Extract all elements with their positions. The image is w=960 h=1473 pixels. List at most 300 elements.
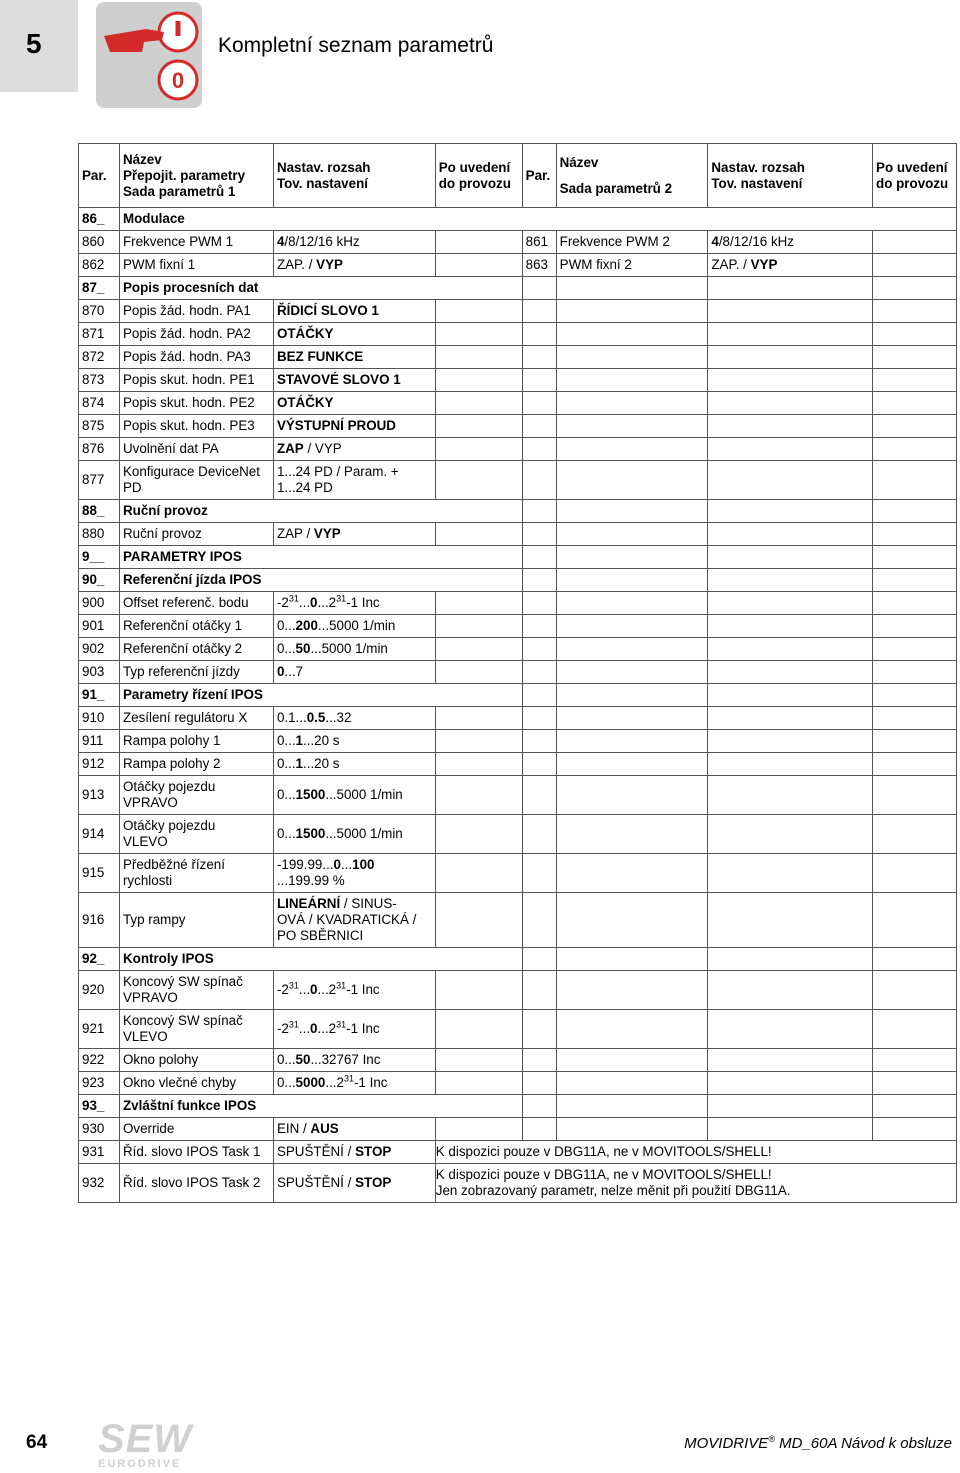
param-name: Popis skut. hodn. PE1 [119,369,273,392]
table-row [79,415,957,438]
group-row [79,569,957,592]
empty-cell [556,971,708,1010]
empty-cell [522,971,556,1010]
table-row [79,707,957,730]
empty-cell [708,369,873,392]
param-default: 0 [310,595,318,610]
exponent: 31 [343,1073,354,1084]
param-default: STOP [355,1144,392,1159]
empty-cell [556,300,708,323]
group-number: 93_ [79,1095,120,1118]
empty-cell [556,546,708,569]
empty-cell [873,1118,957,1141]
exponent: 31 [336,593,347,604]
param-default: ŘÍDICÍ SLOVO 1 [273,300,435,323]
param-range-text: /8/12/16 kHz [284,234,360,249]
empty-cell [522,854,556,893]
param-range [273,815,435,854]
param-range-text: EIN / [276,1121,311,1136]
empty-cell [522,1010,556,1049]
table-row [79,1049,957,1072]
param-default: 100 [352,857,375,872]
chapter-number: 5 [26,28,42,59]
param-number: 921 [79,1010,120,1049]
param-name-line: Otáčky pojezdu [122,779,216,794]
param-commission [435,854,522,893]
param-number: 870 [79,300,120,323]
param-number: 872 [79,346,120,369]
param-name: Popis skut. hodn. PE3 [119,415,273,438]
registered-mark: ® [768,1434,775,1444]
empty-cell [522,730,556,753]
header-name-label: Název [122,151,162,167]
empty-cell [873,615,957,638]
param-commission [435,254,522,277]
empty-cell [556,730,708,753]
param-name [119,776,273,815]
param-range-text: ... [298,1021,311,1036]
param-name: Offset referenč. bodu [119,592,273,615]
param-default: VYP [316,257,343,272]
param-commission [435,893,522,948]
empty-cell [873,730,957,753]
brand-name: SEW [98,1417,193,1461]
empty-cell [522,1072,556,1095]
param-range-text: 0... [276,756,296,771]
param-range [273,523,435,546]
param-range-text: -1 Inc [346,595,380,610]
group-number: 92_ [79,948,120,971]
param-range-line [277,857,432,873]
empty-cell [522,392,556,415]
param-range-text: ...32767 Inc [310,1052,381,1067]
param-name-2: Frekvence PWM 2 [556,231,708,254]
group-number: 91_ [79,684,120,707]
param-commission [435,776,522,815]
param-range-text: 0.1... [276,710,307,725]
empty-cell [873,415,957,438]
param-range-text: 0... [276,826,296,841]
param-range [273,707,435,730]
group-title: Parametry řízení IPOS [119,684,522,707]
empty-cell [522,523,556,546]
param-default: 0.5 [306,710,326,725]
param-commission [435,438,522,461]
table-row [79,615,957,638]
empty-cell [556,893,708,948]
param-default: 0 [333,857,341,872]
param-range-line: 1...24 PD [276,480,333,495]
param-commission [435,815,522,854]
empty-cell [522,369,556,392]
empty-cell [556,415,708,438]
table-row [79,592,957,615]
document-title-rest: MD_60A Návod k obsluze [774,1435,952,1452]
param-commission [435,1010,522,1049]
param-name-line: Koncový SW spínač [122,974,243,989]
param-number: 922 [79,1049,120,1072]
table-row [79,815,957,854]
param-default: VYP [313,526,341,541]
param-commission [435,323,522,346]
empty-cell [873,1072,957,1095]
table-row [79,300,957,323]
param-range-text: 0... [276,618,296,633]
empty-cell [708,1072,873,1095]
param-name-2: PWM fixní 2 [556,254,708,277]
param-name: Konfigurace DeviceNet PD [119,461,273,500]
param-commission [435,592,522,615]
table-header-row [79,144,957,208]
group-title: Ruční provoz [119,500,522,523]
param-range-text: ... [298,595,311,610]
empty-cell [522,438,556,461]
param-name [119,815,273,854]
param-range-text: -2 [276,595,289,610]
header-tov2: Tov. nastavení [711,175,803,191]
page-number: 64 [26,1432,48,1453]
param-commission [435,523,522,546]
param-range [273,1164,435,1203]
param-range-text: -199.99... [276,857,334,872]
header-tov1: Tov. nastavení [276,175,368,191]
group-row [79,684,957,707]
empty-cell [708,592,873,615]
param-commission [435,1118,522,1141]
param-range [273,1141,435,1164]
empty-cell [708,1118,873,1141]
param-number: 911 [79,730,120,753]
empty-cell [556,815,708,854]
param-range-text: ZAP / [276,526,314,541]
empty-cell [708,392,873,415]
param-range-text: SPUŠTĚNÍ / [276,1175,356,1190]
empty-cell [708,461,873,500]
empty-cell [708,753,873,776]
empty-cell [708,1049,873,1072]
param-name [119,1010,273,1049]
param-name: Frekvence PWM 1 [119,231,273,254]
chapter-title: Kompletní seznam parametrů [218,34,494,57]
empty-cell [708,854,873,893]
empty-cell [522,684,556,707]
param-default: 200 [295,618,318,633]
empty-cell [708,523,873,546]
param-default: LINEÁRNÍ [276,896,341,911]
param-name: Popis žád. hodn. PA3 [119,346,273,369]
empty-cell [873,638,957,661]
param-range-line: PO SBĚRNICI [276,928,364,943]
param-name-line: VPRAVO [122,795,178,810]
param-range [273,661,435,684]
param-range-line: OVÁ / KVADRATICKÁ / [276,912,417,927]
header-prepojit: Přepojit. parametry [122,167,246,183]
empty-cell [708,277,873,300]
empty-cell [873,1049,957,1072]
param-range-text: ...5000 1/min [325,787,403,802]
header-par2: Par. [522,144,556,208]
group-row [79,1095,957,1118]
param-range-text: ...2 [317,1021,337,1036]
param-number: 871 [79,323,120,346]
group-number: 87_ [79,277,120,300]
document-title-product: MOVIDRIVE [684,1435,769,1452]
hand-switch-on-off-icon [96,2,202,108]
param-name: Okno vlečné chyby [119,1072,273,1095]
param-range [273,971,435,1010]
param-range-text: ... [340,857,353,872]
empty-cell [556,615,708,638]
param-name-line: Koncový SW spínač [122,1013,243,1028]
param-name-line: rychlosti [122,873,173,888]
param-range-text: -2 [276,982,289,997]
table-row [79,461,957,500]
empty-cell [708,707,873,730]
header-nastav1: Nastav. rozsah [276,159,371,175]
param-range [273,1049,435,1072]
param-number: 910 [79,707,120,730]
param-commission [435,346,522,369]
empty-cell [708,615,873,638]
header-do1: do provozu [438,175,511,191]
param-default: 50 [295,641,311,656]
param-range [273,1072,435,1095]
empty-cell [708,546,873,569]
exponent: 31 [288,593,299,604]
header-name-set1 [119,144,273,208]
empty-cell [873,592,957,615]
param-name: Popis žád. hodn. PA1 [119,300,273,323]
empty-cell [873,684,957,707]
empty-cell [708,971,873,1010]
empty-cell [522,346,556,369]
empty-cell [522,638,556,661]
table-row [79,369,957,392]
table-row [79,1141,957,1164]
table-row [79,971,957,1010]
param-default: STOP [355,1175,392,1190]
empty-cell [556,854,708,893]
empty-cell [873,546,957,569]
empty-cell [708,730,873,753]
header-par: Par. [79,144,120,208]
param-range-line: ...199.99 % [276,873,345,888]
header-commission1 [435,144,522,208]
empty-cell [556,323,708,346]
empty-cell [873,523,957,546]
param-name: Rampa polohy 2 [119,753,273,776]
table-row [79,730,957,753]
group-row [79,208,957,231]
param-commission [435,369,522,392]
param-number: 912 [79,753,120,776]
param-commission [435,461,522,500]
param-range [273,461,435,500]
table-row [79,1164,957,1203]
header-nastav2: Nastav. rozsah [711,159,805,175]
table-row [79,1010,957,1049]
group-row [79,277,957,300]
empty-cell [556,1118,708,1141]
param-range-text: ...2 [317,982,337,997]
param-name: Referenční otáčky 2 [119,638,273,661]
param-range [273,1010,435,1049]
empty-cell [873,438,957,461]
empty-cell [873,300,957,323]
param-default: 50 [295,1052,311,1067]
param-name [119,854,273,893]
group-row [79,948,957,971]
header-name2-label: Název [559,154,599,170]
param-default: 1500 [295,826,326,841]
param-range-text: 0... [276,641,296,656]
empty-cell [556,500,708,523]
empty-cell [873,707,957,730]
param-number: 873 [79,369,120,392]
param-note-line: K dispozici pouze v DBG11A, ne v MOVITOOLS/SHELL! [435,1167,772,1182]
table-row [79,776,957,815]
param-range-text: ...5000 1/min [310,641,388,656]
group-title: Zvláštní funkce IPOS [119,1095,522,1118]
empty-cell [522,1049,556,1072]
empty-cell [522,323,556,346]
param-commission [435,1072,522,1095]
param-range-text: ...5000 1/min [325,826,403,841]
empty-cell [873,277,957,300]
empty-cell [522,569,556,592]
param-number: 913 [79,776,120,815]
param-commission [435,415,522,438]
group-row [79,500,957,523]
param-range-text: -1 Inc [353,1075,388,1090]
param-number: 903 [79,661,120,684]
param-range-text: / VYP [303,441,342,456]
empty-cell [873,948,957,971]
empty-cell [873,753,957,776]
empty-cell [556,707,708,730]
empty-cell [522,277,556,300]
param-range [273,730,435,753]
param-range-text: SPUŠTĚNÍ / [276,1144,356,1159]
param-name-line: Otáčky pojezdu [122,818,216,833]
table-row [79,323,957,346]
param-range [273,638,435,661]
param-number: 932 [79,1164,120,1203]
param-range-text: -2 [276,1021,289,1036]
empty-cell [522,500,556,523]
chapter-tab [0,0,78,92]
header-sada2: Sada parametrů 2 [559,180,673,196]
group-title: Kontroly IPOS [119,948,522,971]
param-number: 874 [79,392,120,415]
param-commission [435,300,522,323]
param-number: 902 [79,638,120,661]
group-row [79,546,957,569]
param-number: 923 [79,1072,120,1095]
param-range [273,854,435,893]
empty-cell [522,776,556,815]
table-row [79,231,957,254]
param-default: 1 [295,733,303,748]
empty-cell [708,815,873,854]
empty-cell [873,854,957,893]
param-number: 901 [79,615,120,638]
param-range-text: ...7 [284,664,303,679]
param-commission [435,392,522,415]
empty-cell [873,971,957,1010]
svg-text:0: 0 [171,68,185,93]
param-number: 862 [79,254,120,277]
param-range-text: 0... [276,787,296,802]
empty-cell [556,523,708,546]
empty-cell [522,592,556,615]
empty-cell [522,461,556,500]
empty-cell [522,753,556,776]
empty-cell [522,546,556,569]
table-row [79,438,957,461]
group-title: Modulace [119,208,956,231]
empty-cell [556,776,708,815]
table-row [79,392,957,415]
param-commission [435,971,522,1010]
table-row [79,523,957,546]
empty-cell [708,438,873,461]
empty-cell [556,592,708,615]
empty-cell [556,638,708,661]
param-note-line: Jen zobrazovaný parametr, nelze měnit při použití DBG11A. [435,1183,791,1198]
header-range1 [273,144,435,208]
param-name: Override [119,1118,273,1141]
param-name-line: VLEVO [122,1029,168,1044]
empty-cell [556,438,708,461]
param-range-line [277,896,432,912]
param-default: 1500 [295,787,326,802]
empty-cell [873,569,957,592]
group-number: 88_ [79,500,120,523]
empty-cell [556,346,708,369]
empty-cell [522,615,556,638]
param-range-text: -1 Inc [346,982,380,997]
param-default-2: VYP [750,257,778,272]
table-row [79,661,957,684]
empty-cell [556,1010,708,1049]
header-range2 [708,144,873,208]
param-range [273,254,435,277]
param-range [273,893,435,948]
table-row [79,1072,957,1095]
document-title [684,1435,952,1452]
param-number-2: 861 [522,231,556,254]
empty-cell [873,815,957,854]
empty-cell [556,753,708,776]
param-name: Typ referenční jízdy [119,661,273,684]
empty-cell [522,893,556,948]
empty-cell [522,707,556,730]
param-commission-2 [873,231,957,254]
empty-cell [873,392,957,415]
param-number: 900 [79,592,120,615]
param-range-text: ... [298,982,311,997]
empty-cell [708,893,873,948]
param-number: 931 [79,1141,120,1164]
param-name: Uvolnění dat PA [119,438,273,461]
group-number: 86_ [79,208,120,231]
empty-cell [556,1072,708,1095]
empty-cell [708,1010,873,1049]
param-range-text: ...20 s [303,756,340,771]
empty-cell [873,461,957,500]
param-range [273,231,435,254]
